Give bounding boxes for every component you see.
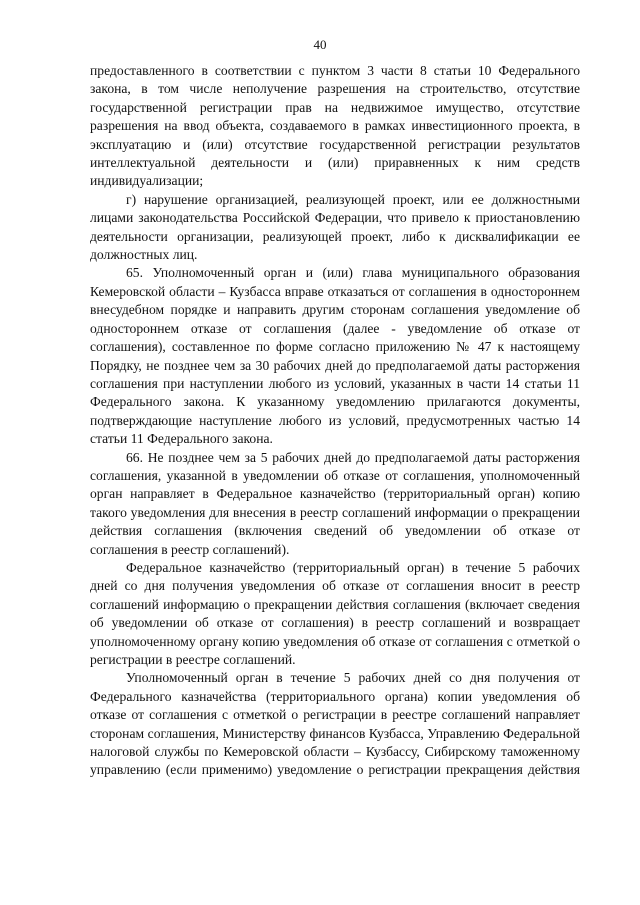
paragraph-treasury: Федеральное казначейство (территориальный орган) в течение 5 рабочих дней со дня получения уведомления об отказе от соглашения вносит в реестр соглашений информацию о прекращении действия соглашения (включает сведения об уведомлении об отказе от соглашения) в реестр соглашений и возвращает уполномоченному органу копию уведомления об отказе от соглашения с отметкой о регистрации в реестре соглашений. (90, 559, 580, 667)
document-body (90, 62, 580, 780)
paragraph-continuation: предоставленного в соответствии с пунктом 3 части 8 статьи 10 Федерального закона, в том числе неполучение разрешения на строительство, отсутствие государственной регистрации прав на недвижимое имущество, отсутствие разрешения на ввод объекта, создаваемого в рамках инвестиционного проекта, в эксплуатацию и (или) отсутствие государственной регистрации результатов интеллектуальной деятельности и (или) приравненных к ним средств индивидуализации; (90, 63, 580, 189)
paragraph-item-g: г) нарушение организацией, реализующей проект, или ее должностными лицами законодательства Российской Федерации, что привело к приостановлению деятельности организации, реализующей проект, либо к дисквалификации ее должностных лиц. (90, 191, 580, 263)
page-number: 40 (313, 37, 327, 52)
paragraph-authorized-body: Уполномоченный орган в течение 5 рабочих дней со дня получения от Федерального казначейства (территориального органа) копии уведомления об отказе от соглашения с отметкой о регистрации в реестре соглашений направляет сторонам соглашения, Министерству финансов Кузбасса, Управлению Федеральной налоговой службы по Кемеровской области – Кузбассу, Сибирскому таможенному управлению (если применимо) уведомление о регистрации прекращения действия (90, 670, 580, 778)
paragraph-66: 66. Не позднее чем за 5 рабочих дней до предполагаемой даты расторжения соглашения, указанной в уведомлении об отказе от соглашения, уполномоченный орган направляет в Федеральное казначейство (территориальный орган) копию такого уведомления для внесения в реестр соглашений информации о прекращении действия соглашения (включения сведений об уведомлении об отказе от соглашения в реестр соглашений). (90, 449, 580, 557)
paragraph-65: 65. Уполномоченный орган и (или) глава муниципального образования Кемеровской области – Кузбасса вправе отказаться от соглашения в одностороннем внесудебном порядке и направить другим сторонам соглашения уведомление об одностороннем отказе от соглашения (далее - уведомление об отказе от соглашения), составленное по форме согласно приложению № 47 к настоящему Порядку, не позднее чем за 30 рабочих дней до предполагаемой даты расторжения соглашения при наступлении любого из условий, указанных в части 14 статьи 11 Федерального закона. К указанному уведомлению прилагаются документы, подтверждающие наступление любого из условий, предусмотренных частью 14 статьи 11 Федерального закона. (90, 265, 580, 447)
